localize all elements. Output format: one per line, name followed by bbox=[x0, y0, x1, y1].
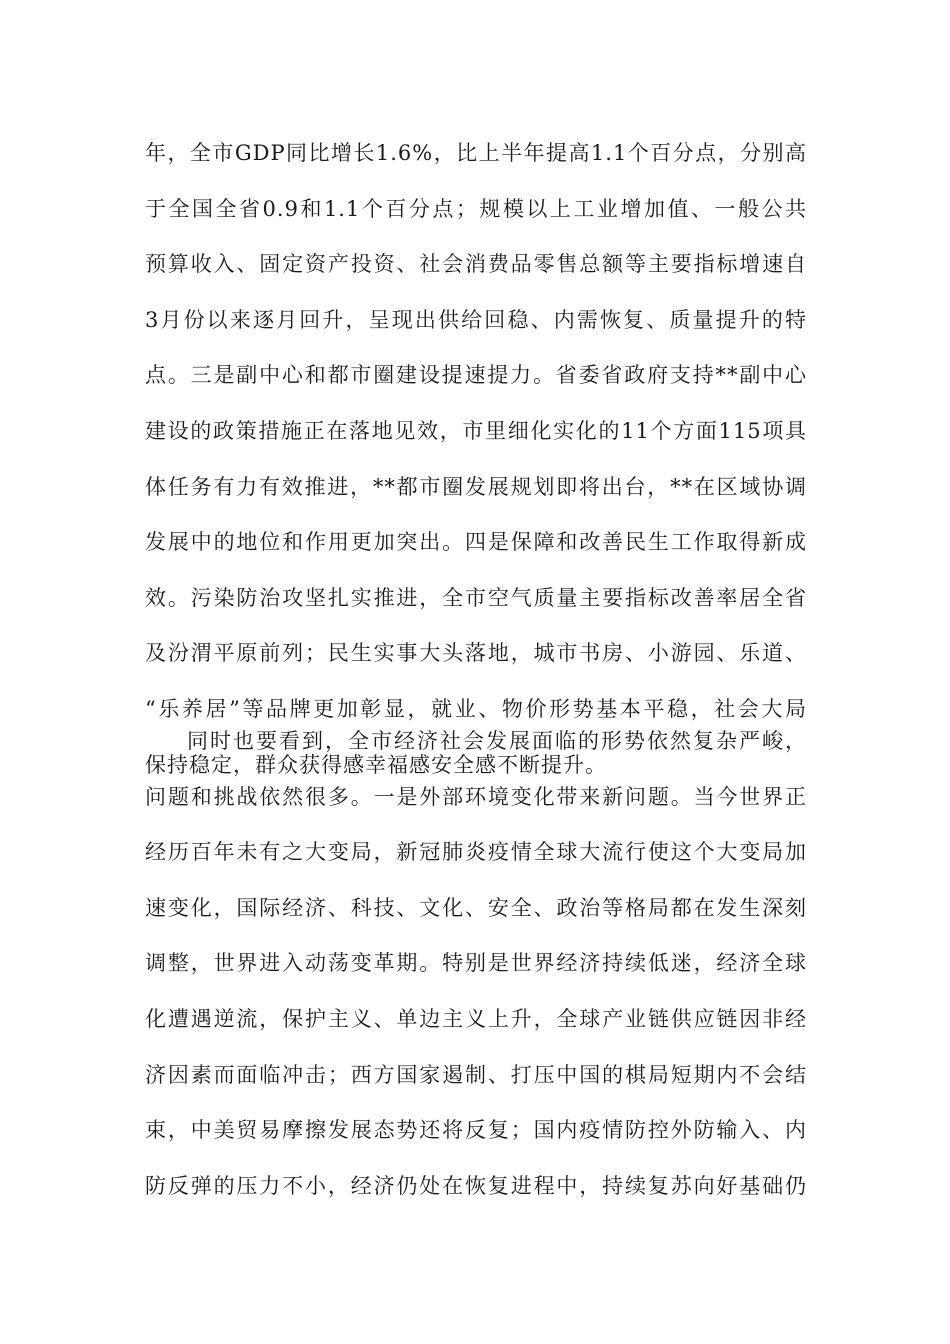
paragraph-line: 发展中的地位和作用更加突出。四是保障和改善民生工作取得新成 bbox=[145, 530, 807, 555]
paragraph-line: 调整，世界进入动荡变革期。特别是世界经济持续低迷，经济全球 bbox=[145, 951, 807, 976]
paragraph-line: 于全国全省0.9和1.1个百分点；规模以上工业增加值、一般公共 bbox=[145, 196, 807, 221]
paragraph-line: 保持稳定，群众获得感幸福感安全感不断提升。 bbox=[145, 752, 607, 777]
paragraph-line: 束，中美贸易摩擦发展态势还将反复；国内疫情防控外防输入、内 bbox=[145, 1118, 807, 1143]
paragraph-line: 效。污染防治攻坚扎实推进，全市空气质量主要指标改善率居全省 bbox=[145, 585, 807, 610]
paragraph-line: 年，全市GDP同比增长1.6%，比上半年提高1.1个百分点，分别高 bbox=[145, 141, 807, 165]
paragraph-line: 化遭遇逆流，保护主义、单边主义上升，全球产业链供应链因非经 bbox=[145, 1006, 807, 1031]
paragraph-line: 防反弹的压力不小，经济仍处在恢复进程中，持续复苏向好基础仍 bbox=[145, 1173, 807, 1198]
paragraph-line: 问题和挑战依然很多。一是外部环境变化带来新问题。当今世界正 bbox=[145, 784, 807, 809]
paragraph-line: 济因素而面临冲击；西方国家遏制、打压中国的棋局短期内不会结 bbox=[145, 1062, 807, 1087]
paragraph-line: 及汾渭平原前列；民生实事大头落地，城市书房、小游园、乐道、 bbox=[145, 641, 807, 666]
paragraph-line: 同时也要看到，全市经济社会发展面临的形势依然复杂严峻， bbox=[187, 729, 807, 753]
paragraph-1 bbox=[145, 126, 807, 793]
paragraph-line: 3月份以来逐月回升，呈现出供给回稳、内需恢复、质量提升的特 bbox=[145, 307, 807, 332]
paragraph-line: 速变化，国际经济、科技、文化、安全、政治等格局都在发生深刻 bbox=[145, 895, 807, 920]
paragraph-line: 点。三是副中心和都市圈建设提速提力。省委省政府支持**副中心 bbox=[145, 363, 807, 388]
paragraph-line: 建设的政策措施正在落地见效，市里细化实化的11个方面115项具 bbox=[145, 418, 807, 443]
paragraph-line: 体任务有力有效推进，**都市圈发展规划即将出台，**在区域协调 bbox=[145, 474, 807, 499]
paragraph-line: 经历百年未有之大变局，新冠肺炎疫情全球大流行使这个大变局加 bbox=[145, 840, 807, 865]
paragraph-line: “乐养居”等品牌更加彰显，就业、物价形势基本平稳，社会大局 bbox=[145, 696, 807, 721]
paragraph-line: 预算收入、固定资产投资、社会消费品零售总额等主要指标增速自 bbox=[145, 252, 807, 277]
paragraph-2 bbox=[145, 714, 807, 1214]
